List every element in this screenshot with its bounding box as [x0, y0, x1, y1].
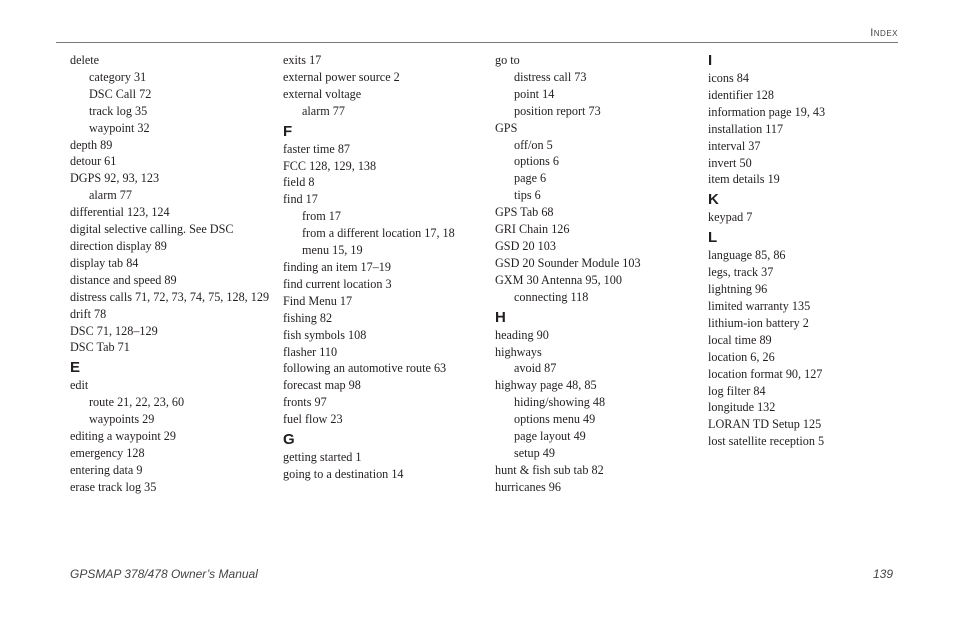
- index-entry: go to: [495, 53, 520, 67]
- index-entry: lithium-ion battery 2: [708, 315, 809, 330]
- index-subentry: options menu 49: [514, 412, 596, 427]
- index-entry: external power source 2: [283, 69, 400, 84]
- index-entry: digital selective calling. See DSC: [70, 222, 234, 237]
- index-entry: fronts 97: [283, 395, 327, 410]
- index-entry: invert 50: [708, 155, 752, 170]
- index-entry: item details 19: [708, 172, 780, 187]
- index-entry: following an automotive route 63: [283, 361, 447, 376]
- header-rule: [56, 42, 898, 43]
- index-entry: identifier 128: [708, 87, 774, 102]
- index-entry: LORAN TD Setup 125: [708, 417, 822, 432]
- index-entry: lightning 96: [708, 282, 768, 297]
- index-entry: forecast map 98: [283, 378, 361, 393]
- index-entry: external voltage: [283, 86, 362, 101]
- index-subentry: options 6: [514, 154, 560, 169]
- index-subentry: setup 49: [514, 445, 555, 460]
- index-entry: location format 90, 127: [708, 366, 823, 381]
- index-entry: distance and speed 89: [70, 272, 177, 287]
- index-entry: going to a destination 14: [283, 466, 404, 481]
- index-entry: distress calls 71, 72, 73, 74, 75, 128, 129: [70, 289, 270, 304]
- index-entry: delete: [70, 53, 100, 67]
- index-entry: log filter 84: [708, 383, 766, 398]
- index-entry: DSC 71, 128–129: [70, 323, 158, 338]
- index-entry: drift 78: [70, 306, 107, 321]
- index-column-1: [70, 52, 270, 496]
- index-section-letter: F: [283, 122, 293, 140]
- index-entry: lost satellite reception 5: [708, 434, 825, 449]
- index-subentry: DSC Call 72: [89, 86, 152, 101]
- index-entry: GSD 20 Sounder Module 103: [495, 255, 641, 270]
- index-entry: differential 123, 124: [70, 205, 170, 220]
- index-entry: highway page 48, 85: [495, 378, 597, 393]
- index-subentry: distress call 73: [514, 69, 587, 84]
- index-entry: highways: [495, 344, 542, 359]
- index-entry: edit: [70, 378, 89, 393]
- index-entry: GPS: [495, 120, 518, 135]
- index-subentry: tips 6: [514, 188, 541, 203]
- index-subentry: page 6: [514, 171, 547, 186]
- index-entry: GSD 20 103: [495, 238, 556, 253]
- index-entry: DGPS 92, 93, 123: [70, 171, 160, 186]
- index-entry: longitude 132: [708, 400, 776, 415]
- index-entry: direction display 89: [70, 238, 167, 253]
- index-entry: flasher 110: [283, 344, 338, 359]
- index-subentry: alarm 77: [302, 103, 345, 118]
- running-header: Index: [870, 27, 898, 39]
- index-entry: installation 117: [708, 121, 784, 136]
- index-entry: language 85, 86: [708, 248, 786, 263]
- index-subentry: from 17: [302, 209, 341, 224]
- index-entry: GRI Chain 126: [495, 222, 570, 237]
- index-subentry: hiding/showing 48: [514, 395, 606, 410]
- index-entry: entering data 9: [70, 462, 143, 477]
- index-entry: field 8: [283, 175, 315, 190]
- index-entry: local time 89: [708, 332, 772, 347]
- index-section-letter: E: [70, 359, 81, 377]
- index-entry: interval 37: [708, 138, 761, 153]
- index-section-letter: H: [495, 308, 506, 326]
- index-entry: faster time 87: [283, 141, 351, 156]
- index-entry: find 17: [283, 192, 318, 207]
- index-entry: display tab 84: [70, 255, 139, 270]
- index-entry: getting started 1: [283, 450, 362, 465]
- index-entry: emergency 128: [70, 445, 145, 460]
- index-entry: heading 90: [495, 327, 549, 342]
- index-entry: fishing 82: [283, 310, 333, 325]
- index-entry: hunt & fish sub tab 82: [495, 462, 604, 477]
- index-entry: GXM 30 Antenna 95, 100: [495, 272, 622, 287]
- index-entry: detour 61: [70, 154, 117, 169]
- index-entry: location 6, 26: [708, 349, 775, 364]
- index-subentry: from a different location 17, 18: [302, 226, 455, 241]
- index-column-2: [283, 52, 483, 483]
- index-entry: find current location 3: [283, 276, 392, 291]
- index-entry: FCC 128, 129, 138: [283, 158, 377, 173]
- index-entry: keypad 7: [708, 210, 753, 225]
- index-subentry: avoid 87: [514, 361, 557, 376]
- index-subentry: track log 35: [89, 103, 148, 118]
- index-subentry: waypoint 32: [89, 120, 150, 135]
- index-entry: exits 17: [283, 53, 322, 67]
- footer-manual-title: GPSMAP 378/478 Owner’s Manual: [70, 567, 258, 581]
- index-entry: editing a waypoint 29: [70, 429, 176, 444]
- index-entry: DSC Tab 71: [70, 340, 130, 355]
- index-entry: fish symbols 108: [283, 327, 367, 342]
- index-entry: finding an item 17–19: [283, 259, 391, 274]
- index-subentry: alarm 77: [89, 188, 132, 203]
- index-section-letter: K: [708, 191, 719, 209]
- index-column-3: [495, 52, 695, 496]
- index-subentry: menu 15, 19: [302, 243, 363, 258]
- index-subentry: route 21, 22, 23, 60: [89, 395, 185, 410]
- index-entry: legs, track 37: [708, 265, 774, 280]
- index-subentry: off/on 5: [514, 137, 553, 152]
- index-section-letter: I: [708, 52, 713, 69]
- index-column-4: [708, 52, 908, 450]
- index-entry: depth 89: [70, 137, 113, 152]
- index-entry: Find Menu 17: [283, 293, 353, 308]
- index-entry: limited warranty 135: [708, 298, 811, 313]
- index-entry: icons 84: [708, 71, 749, 85]
- index-section-letter: L: [708, 229, 718, 247]
- index-subentry: waypoints 29: [89, 412, 155, 427]
- index-subentry: connecting 118: [514, 289, 589, 304]
- index-entry: fuel flow 23: [283, 412, 343, 427]
- index-subentry: category 31: [89, 69, 147, 84]
- index-entry: erase track log 35: [70, 479, 157, 494]
- index-section-letter: G: [283, 431, 295, 449]
- index-subentry: point 14: [514, 86, 555, 101]
- index-entry: information page 19, 43: [708, 104, 826, 119]
- index-subentry: page layout 49: [514, 429, 586, 444]
- index-entry: hurricanes 96: [495, 479, 561, 494]
- index-subentry: position report 73: [514, 103, 601, 118]
- footer-page-number: 139: [872, 567, 893, 581]
- index-entry: GPS Tab 68: [495, 205, 554, 220]
